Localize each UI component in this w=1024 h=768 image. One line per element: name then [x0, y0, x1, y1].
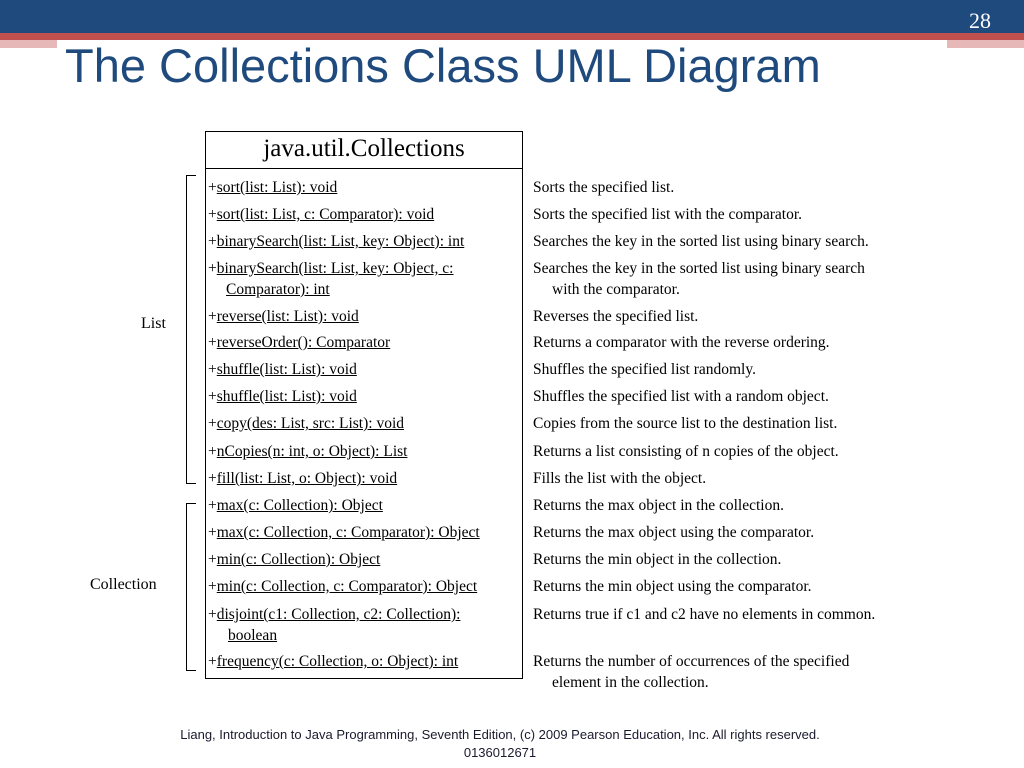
collection-bracket — [186, 503, 196, 671]
method-row: +binarySearch(list: List, key: Object, c: — [208, 260, 454, 277]
method-description: Returns the max object using the comparator. — [533, 524, 815, 541]
method-signature: max(c: Collection, c: Comparator): Object — [216, 524, 480, 541]
method-signature: binarySearch(list: List, key: Object): int — [216, 233, 465, 250]
method-signature: max(c: Collection): Object — [216, 497, 383, 514]
method-row: +sort(list: List): void — [208, 179, 338, 196]
slide-number: 28 — [969, 8, 991, 33]
method-description: Returns a comparator with the reverse ordering. — [533, 334, 830, 351]
method-description: Copies from the source list to the destination list. — [533, 415, 838, 432]
method-signature: binarySearch(list: List, key: Object, c: — [216, 260, 454, 277]
method-description: Shuffles the specified list randomly. — [533, 361, 756, 378]
method-description: Returns true if c1 and c2 have no elements in common. — [533, 606, 876, 623]
method-signature: reverseOrder(): Comparator — [216, 334, 391, 351]
method-description: Returns the min object in the collection. — [533, 551, 782, 568]
method-row: +reverse(list: List): void — [208, 308, 359, 325]
group-label-collection: Collection — [90, 576, 157, 593]
method-description-continued: element in the collection. — [552, 674, 709, 691]
slide-title: The Collections Class UML Diagram — [65, 39, 821, 92]
method-signature: Comparator): int — [226, 281, 330, 298]
method-description: Reverses the specified list. — [533, 308, 699, 325]
uml-class-name: java.util.Collections — [206, 132, 522, 169]
method-row: +binarySearch(list: List, key: Object): int — [208, 233, 465, 250]
title-area — [57, 40, 947, 92]
method-signature: min(c: Collection): Object — [216, 551, 381, 568]
method-row: +max(c: Collection, c: Comparator): Object — [208, 524, 480, 541]
method-description: Searches the key in the sorted list using binary search — [533, 260, 865, 277]
method-signature: min(c: Collection, c: Comparator): Object — [216, 578, 478, 595]
method-signature: frequency(c: Collection, o: Object): int — [216, 653, 459, 670]
method-row: +reverseOrder(): Comparator — [208, 334, 391, 351]
method-row: +nCopies(n: int, o: Object): List — [208, 443, 408, 460]
group-label-list: List — [141, 315, 166, 332]
method-row: +max(c: Collection): Object — [208, 497, 383, 514]
method-row: +disjoint(c1: Collection, c2: Collection): — [208, 606, 461, 623]
method-signature: boolean — [228, 627, 278, 644]
method-description-continued: with the comparator. — [552, 281, 680, 298]
method-row-continued — [228, 625, 277, 646]
method-description: Fills the list with the object. — [533, 470, 707, 487]
method-description: Shuffles the specified list with a random object. — [533, 388, 829, 405]
method-row-continued — [226, 279, 330, 300]
method-description: Returns the min object using the comparator. — [533, 578, 812, 595]
method-signature: sort(list: List): void — [216, 179, 338, 196]
method-row: +copy(des: List, src: List): void — [208, 415, 405, 432]
method-row: +shuffle(list: List): void — [208, 388, 357, 405]
slide-footer: Liang, Introduction to Java Programming, Seventh Edition, (c) 2009 Pearson Education, Inc. All rights reserved. 0136012671 — [180, 727, 820, 760]
method-row: +frequency(c: Collection, o: Object): int — [208, 653, 459, 670]
method-description: Returns the max object in the collection. — [533, 497, 784, 514]
list-bracket — [186, 175, 196, 484]
method-row: +sort(list: List, c: Comparator): void — [208, 206, 435, 223]
method-signature: shuffle(list: List): void — [216, 388, 357, 405]
method-description: Sorts the specified list. — [533, 179, 675, 196]
method-row: +fill(list: List, o: Object): void — [208, 470, 398, 487]
method-description: Sorts the specified list with the comparator. — [533, 206, 803, 223]
method-row: +min(c: Collection): Object — [208, 551, 381, 568]
method-signature: nCopies(n: int, o: Object): List — [216, 443, 408, 460]
method-signature: sort(list: List, c: Comparator): void — [216, 206, 435, 223]
method-description: Returns the number of occurrences of the specified — [533, 653, 850, 670]
method-signature: fill(list: List, o: Object): void — [216, 470, 398, 487]
method-signature: reverse(list: List): void — [216, 308, 359, 325]
header-band — [0, 0, 1024, 33]
method-row: +min(c: Collection, c: Comparator): Object — [208, 578, 478, 595]
method-description: Searches the key in the sorted list using binary search. — [533, 233, 869, 250]
method-description: Returns a list consisting of n copies of the object. — [533, 443, 839, 460]
method-signature: shuffle(list: List): void — [216, 361, 357, 378]
method-signature: copy(des: List, src: List): void — [216, 415, 405, 432]
method-row: +shuffle(list: List): void — [208, 361, 357, 378]
method-signature: disjoint(c1: Collection, c2: Collection): — [216, 606, 461, 623]
